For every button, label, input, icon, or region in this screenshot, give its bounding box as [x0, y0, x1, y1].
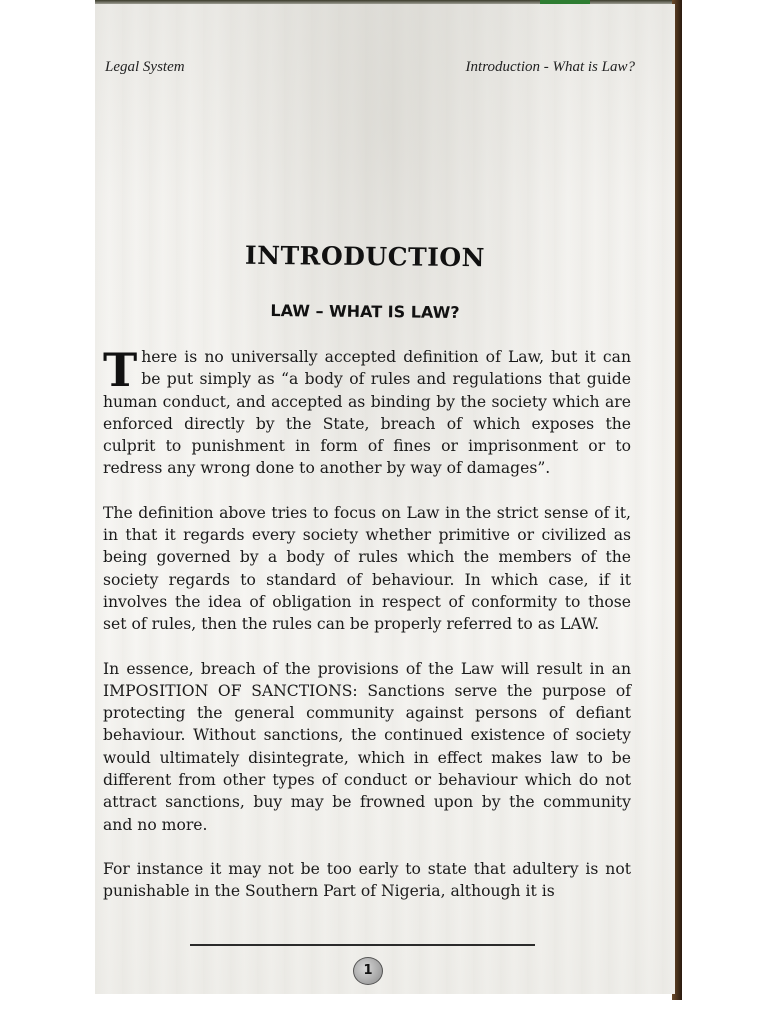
paragraph	[103, 343, 631, 480]
running-header-left: Legal System	[105, 59, 185, 75]
page-number-badge: 1	[353, 957, 383, 985]
paragraph: For instance it may not be too early to state that adultery is not punishable in the Southern Part of Nigeria, although it is	[103, 859, 631, 901]
running-header-right: Introduction - What is Law?	[465, 59, 635, 75]
section-heading: LAW – WHAT IS LAW?	[270, 301, 460, 322]
drop-cap: T	[103, 343, 138, 397]
paragraph: The definition above tries to focus on Law in the strict sense of it, in that it regards every society whether primitive or civilized as being governed by a body of rules which the members of the society regards to standard of behaviour. In which case, if it involves the idea of obligation in respect of conformity to those set of rules, then the rules can be properly referred to as LAW.	[103, 503, 631, 634]
chapter-title: INTRODUCTION	[244, 240, 486, 273]
book-page	[95, 4, 675, 994]
paragraph: In essence, breach of the provisions of the Law will result in an IMPOSITION OF SANCTIONS: Sanctions serve the purpose of protecting the general community against persons of defiant behaviour. Without sanctions, the continued existence of society would ultimately disintegrate, which in effect makes law to be different from other types of conduct or behaviour which do not attract sanctions, buy may be frowned upon by the community and no more.	[103, 659, 631, 834]
paragraph-text: here is no universally accepted definition of Law, but it can be put simply as “a body of rules and regulations that guide human conduct, and accepted as binding by the society which are enforced directly by the State, breach of which exposes the culprit to punishment in form of fines or imprisonment or to redress any wrong done to another by way of damages”.	[103, 348, 631, 478]
body-text	[103, 343, 631, 903]
footer-rule	[190, 944, 535, 946]
